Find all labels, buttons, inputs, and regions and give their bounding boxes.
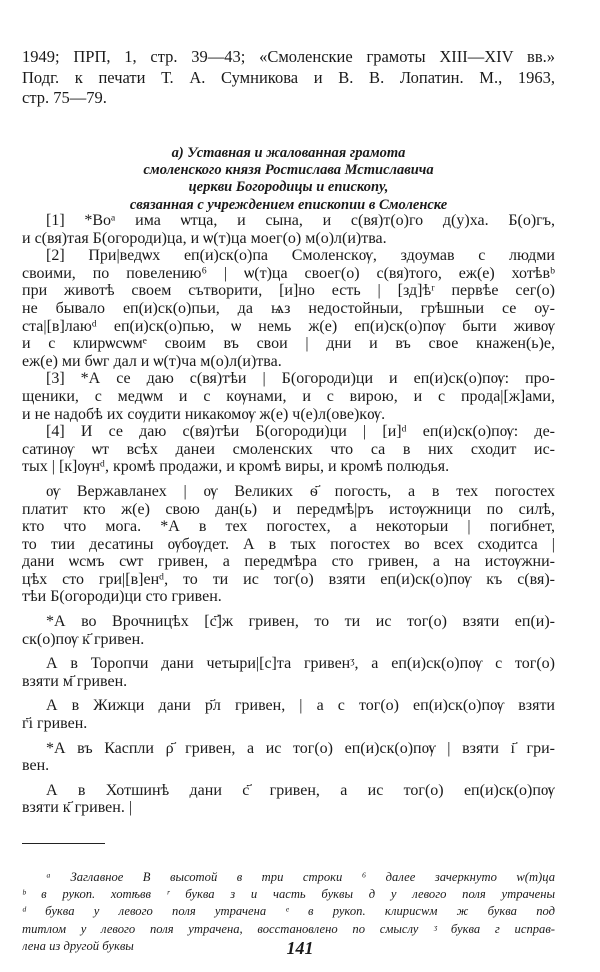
- charter-text: [22, 212, 555, 817]
- text-line: А в Жижци дани р҃л гривен, | а с тог(о) еп(и)ск(о)пѹ взяти: [46, 697, 555, 715]
- footnote-line: титлом у левого поля утрачена, восстановлено по смыслу ᶾ буква г исправ-: [22, 921, 555, 936]
- text-line: своими, по повелению⁶ | ѡ(т)ца своег(о) с(вя)того, еж(е) хотѣвᵇ: [22, 264, 555, 282]
- text-line: щеники, с медѡм и с кѹнами, и с вирою, и с прода|[ж]ами,: [22, 387, 555, 405]
- text-line: [3] *А се даю с(вя)тѣи | Б(огороди)ци и еп(и)ск(о)пѹ: про-: [46, 370, 555, 388]
- title-line: смоленского князя Ростислава Мстиславича: [143, 162, 434, 179]
- text-line: сатинѹ ѡт всѣх данеи смоленских что са в них сходит ис-: [22, 440, 555, 458]
- text-line: вен.: [22, 757, 50, 775]
- paragraph: [22, 423, 555, 476]
- paragraph: [22, 247, 555, 370]
- paragraph: [22, 782, 555, 817]
- header-line: Подг. к печати Т. А. Сумникова и В. В. Лопатин. М., 1963,: [22, 67, 555, 87]
- text-line: взяти к҃ гривен. |: [22, 799, 133, 817]
- text-line: дани ѡсмъ сѡт гривен, а передмѣра сто гривен, а на истѹжни-: [22, 553, 555, 571]
- paragraph: [22, 740, 555, 775]
- text-line: ѹ Вержавланех | ѹ Великих ѳ҃ погость, а в тех погостех: [46, 482, 555, 500]
- title-line: связанная с учреждением епископии в Смоленске: [129, 196, 448, 213]
- text-line: еж(е) ми бѡг дал и ѡ(т)ча м(о)л(и)тва.: [22, 352, 282, 370]
- footnote-line: ᵈ буква у левого поля утрачена ᵉ в рукоп. клирисwм ж буква под: [22, 904, 555, 919]
- text-line: и с клирѡсѡмᵉ своим въ свои | дни и въ свое кнажен(ь)е,: [22, 335, 555, 353]
- paragraph: [22, 212, 555, 247]
- text-line: взяти м҃ гривен.: [22, 672, 128, 690]
- text-line: *А въ Каспли ρ҃ гривен, а ис тог(о) еп(и)ск(о)пѹ | взяти ı҃ гри-: [46, 739, 555, 757]
- text-line: и с(вя)тая Б(огороди)ца, и ѡ(т)ца моег(о) м(о)л(и)тва.: [22, 229, 387, 247]
- text-line: [1] *Воᵃ има ѡтца, и сына, и с(вя)т(о)го д(у)ха. Б(о)гъ,: [46, 212, 555, 229]
- text-line: ск(о)пѹ к҃ гривен.: [22, 630, 145, 648]
- bibliography-header: [22, 47, 555, 109]
- section-title: [22, 145, 555, 214]
- paragraph: [22, 697, 555, 732]
- text-line: не бывало еп(и)ск(о)пьи, да ѩз недостойныи, грѣшныи се оу-: [22, 299, 555, 317]
- text-line: тѣи Б(огороди)ци сто гривен.: [22, 588, 222, 606]
- text-line: кто что мога. *А в тех погостех, а некоторыи | погибнет,: [22, 518, 555, 536]
- footnote-line: ᵇ в рукоп. хотѣвв ʳ буква з и часть буквы д у левого поля утрачены: [22, 887, 555, 902]
- text-line: ста|[в]лаюᵈ еп(и)ск(о)пью, ѡ немь ж(е) еп(и)ск(о)пѹ быти живѹ: [22, 317, 555, 335]
- paragraph: [22, 655, 555, 690]
- footnote-line: ᵃ Заглавное В высотой в три строки ⁶ далее зачеркнуто w(т)ца: [46, 870, 555, 884]
- footnote-divider: [22, 843, 105, 844]
- title-line: церкви Богородицы и епископу,: [188, 179, 389, 196]
- page-number: 141: [286, 938, 314, 958]
- text-line: *А во Врочницѣх [с҃]ж гривен, то ти ис тог(о) взяти еп(и)-: [46, 613, 555, 631]
- text-line: то тии десатины ѹбѹдет. А в тых погостех во всех сходитса |: [22, 535, 555, 553]
- text-line: цѣх сто гри|[в]енᵈ, то ти ис тог(о) взяти еп(и)ск(о)пѹ къ с(вя)-: [22, 570, 555, 588]
- footnote-line: лена из другой буквы: [22, 938, 134, 953]
- paragraph: [22, 613, 555, 648]
- paragraph: [22, 483, 555, 606]
- text-line: г҃ı гривен.: [22, 715, 88, 733]
- text-line: тых | [к]ѹнᵈ, кромѣ продажи, и кромѣ виры, и кромѣ полюдья.: [22, 458, 450, 476]
- text-line: платит кто ж(е) свою дан(ь) и передмѣ|ръ истѹжници по силѣ,: [22, 500, 555, 518]
- text-line: [2] При|ведѡх еп(и)ск(о)па Смоленскѹ, здоумав с людми: [46, 247, 555, 265]
- header-line: стр. 75—79.: [22, 88, 107, 107]
- text-line: [4] И се даю с(вя)тѣи Б(огороди)ци | [и]ᵈ еп(и)ск(о)пѹ: де-: [46, 423, 555, 441]
- text-line: А в Торопчи дани четыри|[с]та гривенᶾ, а еп(и)ск(о)пѹ с тог(о): [46, 655, 555, 673]
- header-line: 1949; ПРП, 1, стр. 39—43; «Смоленские грамоты XIII—XIV вв.»: [22, 47, 555, 66]
- text-line: А в Хотшинѣ дани с҃ гривен, а ис тог(о) еп(и)ск(о)пѹ: [46, 781, 555, 799]
- text-line: и не надобѣ их сѹдити никакомѹ ж(е) ч(е)л(ове)кѹ.: [22, 405, 386, 423]
- title-line: а) Уставная и жалованная грамота: [171, 145, 406, 161]
- paragraph: [22, 370, 555, 423]
- text-line: при животѣ своем сътворити, [и]но есть | [зд]ѣʳ первѣе сег(о): [22, 282, 555, 300]
